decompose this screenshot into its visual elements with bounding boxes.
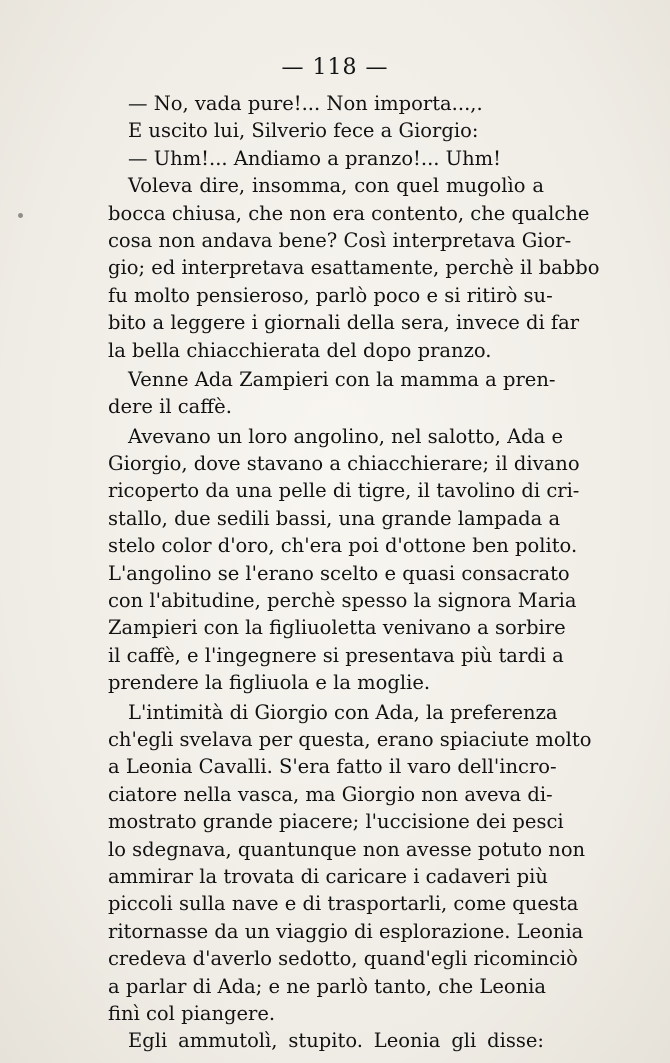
text-line: dere il caffè. bbox=[108, 395, 232, 419]
text-line: piccoli sulla nave e di trasportarli, come questa bbox=[108, 892, 579, 916]
text-line: Venne Ada Zampieri con la mamma a pren- bbox=[128, 367, 556, 391]
text-line: Giorgio, dove stavano a chiacchierare; il divano bbox=[108, 452, 580, 476]
text-line: L'angolino se l'erano scelto e quasi consacrato bbox=[108, 561, 570, 585]
ink-speck bbox=[18, 213, 23, 218]
text-line: gio; ed interpretava esattamente, perchè il babbo bbox=[108, 256, 600, 280]
text-line: E uscito lui, Silverio fece a Giorgio: bbox=[128, 119, 479, 143]
text-line: ch'egli svelava per questa, erano spiaciute molto bbox=[108, 727, 592, 751]
text-line: la bella chiacchierata del dopo pranzo. bbox=[108, 338, 492, 362]
text-line: Egli ammutolì, stupito. Leonia gli disse: bbox=[128, 1029, 544, 1053]
text-line: Zampieri con la figliuoletta venivano a sorbire bbox=[108, 616, 566, 640]
text-line: il caffè, e l'ingegnere si presentava più tardi a bbox=[108, 643, 564, 667]
text-line: con l'abitudine, perchè spesso la signora Maria bbox=[108, 589, 577, 613]
text-line: — Uhm!... Andiamo a pranzo!... Uhm! bbox=[128, 146, 502, 170]
text-line: bocca chiusa, che non era contento, che qualche bbox=[108, 201, 590, 225]
text-line: Voleva dire, insomma, con quel mugolìo a bbox=[128, 174, 544, 198]
text-line: stallo, due sedili bassi, una grande lampada a bbox=[108, 506, 561, 530]
text-line: cosa non andava bene? Così interpretava Gior- bbox=[108, 228, 572, 252]
text-line: ricoperto da una pelle di tigre, il tavolino di cri- bbox=[108, 479, 580, 503]
text-line: L'intimità di Giorgio con Ada, la preferenza bbox=[128, 700, 558, 724]
text-line: fu molto pensieroso, parlò poco e si ritirò su- bbox=[108, 283, 553, 307]
text-line: — No, vada pure!... Non importa...,. bbox=[128, 92, 483, 115]
text-line: credeva d'averlo sedotto, quand'egli ricominciò bbox=[108, 947, 578, 971]
page-number: — 118 — bbox=[281, 55, 389, 80]
text-line: a Leonia Cavalli. S'era fatto il varo dell'incro- bbox=[108, 755, 557, 779]
text-line: Avevano un loro angolino, nel salotto, Ada e bbox=[128, 424, 563, 448]
text-line: ciatore nella vasca, ma Giorgio non aveva di- bbox=[108, 782, 553, 806]
text-line: stelo color d'oro, ch'era poi d'ottone ben polito. bbox=[108, 534, 578, 558]
text-line: lo sdegnava, quantunque non avesse potuto non bbox=[108, 837, 586, 861]
text-line: ammirar la trovata di caricare i cadaveri più bbox=[108, 864, 548, 888]
text-line: mostrato grande piacere; l'uccisione dei pesci bbox=[108, 810, 564, 834]
text-line: ritornasse da un viaggio di esplorazione. Leonia bbox=[108, 919, 584, 943]
text-line: finì col piangere. bbox=[108, 1001, 276, 1025]
text-line: a parlar di Ada; e ne parlò tanto, che Leonia bbox=[108, 974, 547, 998]
body-text bbox=[108, 90, 600, 1055]
text-line: bito a leggere i giornali della sera, invece di far bbox=[108, 311, 580, 335]
text-line: prendere la figliuola e la moglie. bbox=[108, 671, 431, 695]
